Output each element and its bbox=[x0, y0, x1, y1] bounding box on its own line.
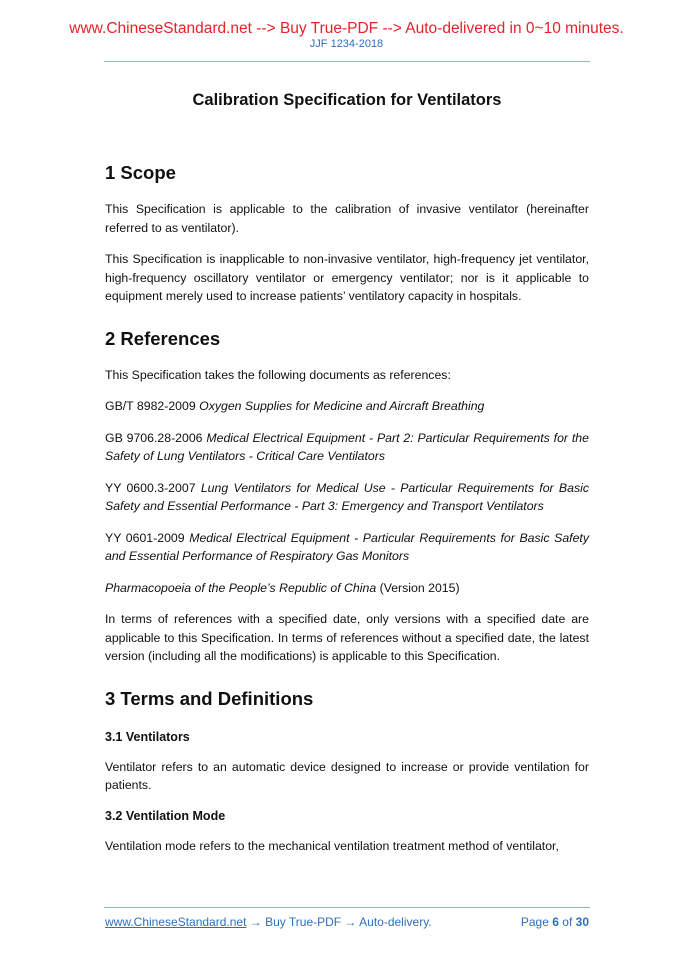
header-divider bbox=[104, 61, 590, 62]
reference-code: YY 0601-2009 bbox=[105, 530, 185, 545]
arrow-right-icon: → bbox=[249, 915, 262, 929]
footer-delivery-text: Auto-delivery. bbox=[359, 915, 432, 929]
page-total: 30 bbox=[575, 915, 589, 929]
reference-version: (Version 2015) bbox=[379, 580, 460, 595]
subsection-3-2-heading: 3.2 Ventilation Mode bbox=[105, 808, 226, 823]
page-label: Page bbox=[520, 915, 549, 929]
reference-title: Medical Electrical Equipment - Particular Requirements for Basic Safety and Essential Performance of Respiratory Gas Monitors bbox=[105, 530, 589, 563]
footer-buy-text: Buy True-PDF bbox=[265, 915, 342, 929]
document-title: Calibration Specification for Ventilators bbox=[192, 91, 502, 109]
ventilation-mode-definition: Ventilation mode refers to the mechanical ventilation treatment method of ventilator, bbox=[105, 838, 559, 853]
arrow-right-icon: → bbox=[344, 915, 357, 929]
reference-title: Lung Ventilators for Medical Use - Particular Requirements for Basic Safety and Essential Performance - Part 3: Emergency and Transport Ventilators bbox=[105, 480, 589, 513]
reference-item bbox=[105, 579, 589, 598]
standard-code: JJF 1234-2018 bbox=[309, 38, 384, 50]
scope-paragraph-2: This Specification is inapplicable to non-invasive ventilator, high-frequency jet ventilator, high-frequency oscillatory ventilator or emergency ventilator; nor is it applicable to equipment merely used to increase patients’ ventilatory capacity in hospitals. bbox=[105, 252, 589, 303]
reference-item bbox=[105, 479, 589, 516]
reference-item bbox=[105, 429, 589, 466]
document-body bbox=[105, 91, 589, 855]
section-2-heading: 2 References bbox=[105, 327, 221, 349]
of-label: of bbox=[562, 915, 573, 929]
page-current: 6 bbox=[552, 915, 559, 929]
reference-code: GB 9706.28-2006 bbox=[105, 430, 203, 445]
footer-site-link[interactable]: www.ChineseStandard.net bbox=[105, 915, 247, 929]
references-intro: This Specification takes the following documents as references: bbox=[105, 367, 451, 382]
ventilators-definition: Ventilator refers to an automatic device designed to increase or provide ventilation for patients. bbox=[105, 759, 589, 792]
reference-title: Medical Electrical Equipment - Part 2: Particular Requirements for the Safety of Lung Ventilators - Critical Care Ventilators bbox=[105, 430, 589, 463]
scope-paragraph-1: This Specification is applicable to the calibration of invasive ventilator (hereinafter referred to as ventilator). bbox=[105, 202, 589, 235]
promo-banner[interactable]: www.ChineseStandard.net --> Buy True-PDF --> Auto-delivered in 0~10 minutes. bbox=[69, 20, 624, 37]
page-indicator bbox=[521, 915, 589, 929]
page-footer bbox=[105, 915, 589, 929]
reference-title: Pharmacopoeia of the People’s Republic of China bbox=[105, 580, 377, 595]
footer-divider bbox=[104, 907, 590, 908]
section-3-heading: 3 Terms and Definitions bbox=[105, 687, 314, 709]
reference-code: YY 0600.3-2007 bbox=[105, 480, 196, 495]
reference-title: Oxygen Supplies for Medicine and Aircraft Breathing bbox=[199, 399, 485, 413]
subsection-3-1-heading: 3.1 Ventilators bbox=[105, 729, 190, 744]
reference-code: GB/T 8982-2009 bbox=[105, 399, 196, 413]
reference-item bbox=[105, 397, 589, 416]
section-1-heading: 1 Scope bbox=[105, 162, 176, 183]
references-closing: In terms of references with a specified date, only versions with a specified date are applicable to this Specification. In terms of references without a specified date, the latest version (including all the modifications) is applicable to this Specification. bbox=[105, 612, 589, 663]
reference-item bbox=[105, 529, 589, 566]
